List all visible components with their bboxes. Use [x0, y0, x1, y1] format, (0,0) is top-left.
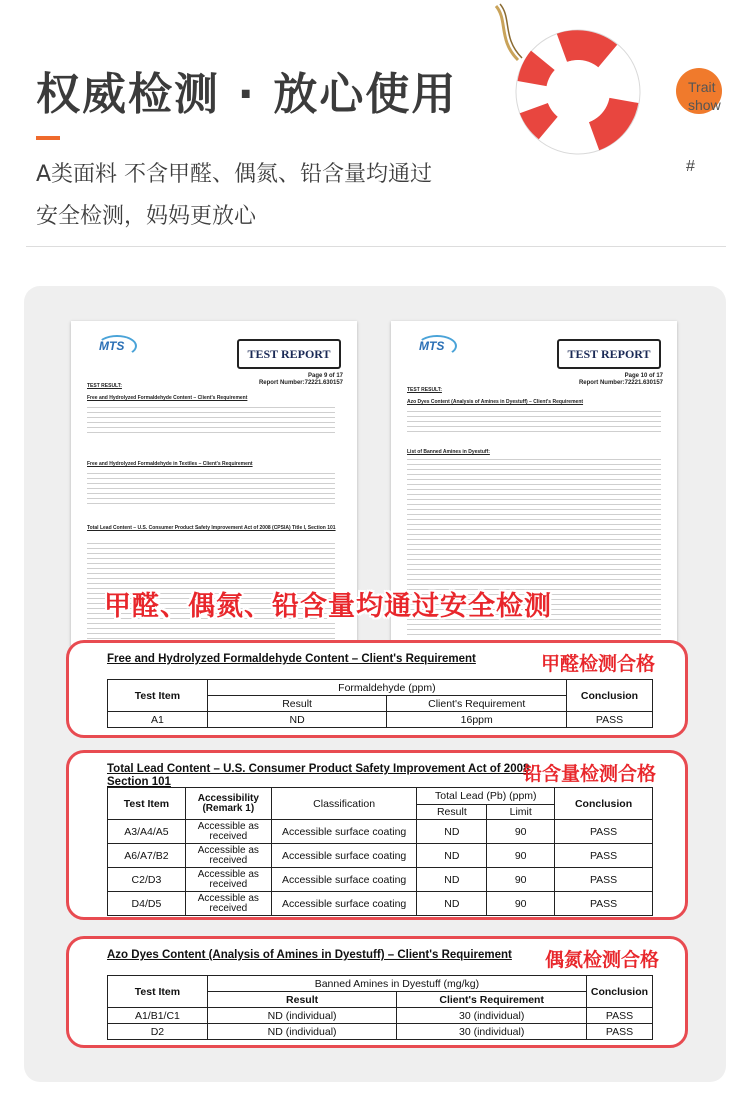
- result-heading: TEST RESULT:: [407, 387, 442, 393]
- lifebuoy-icon: [478, 0, 648, 170]
- report-title: TEST REPORT: [557, 339, 661, 369]
- report-title: TEST REPORT: [237, 339, 341, 369]
- page-title: 权威检测 · 放心使用: [36, 69, 458, 120]
- col-conclusion: Conclusion: [555, 788, 653, 820]
- col-conclusion: Conclusion: [567, 680, 653, 712]
- doc-section-title: Free and Hydrolyzed Formaldehyde in Textiles – Client's Requirement: [87, 461, 253, 467]
- table-row: A3/A4/A5 Accessible as received Accessible surface coating ND 90 PASS: [108, 820, 653, 844]
- table-row: D4/D5 Accessible as received Accessible surface coating ND 90 PASS: [108, 892, 653, 916]
- table-row: A6/A7/B2 Accessible as received Accessible surface coating ND 90 PASS: [108, 844, 653, 868]
- col-conclusion: Conclusion: [586, 976, 652, 1008]
- col-requirement: Client's Requirement: [397, 992, 587, 1008]
- col-result: Result: [207, 696, 387, 712]
- result-heading: TEST RESULT:: [87, 383, 122, 389]
- safety-banner: 甲醛、偶氮、铅含量均通过安全检测: [104, 591, 552, 622]
- table-row: C2/D3 Accessible as received Accessible surface coating ND 90 PASS: [108, 868, 653, 892]
- col-requirement: Client's Requirement: [387, 696, 567, 712]
- trait-label: Trait show: [688, 79, 721, 113]
- doc-section-title: Azo Dyes Content (Analysis of Amines in Dyestuff) – Client's Requirement: [407, 399, 584, 405]
- hash-mark: #: [686, 158, 695, 175]
- col-test-item: Test Item: [108, 680, 208, 712]
- lead-title: Total Lead Content – U.S. Consumer Product Safety Improvement Act of 2008 Section 101: [107, 763, 530, 788]
- mts-logo: MTS: [419, 339, 445, 353]
- col-classification: Classification: [271, 788, 417, 820]
- col-result: Result: [417, 805, 487, 820]
- formaldehyde-table: [107, 679, 653, 728]
- azo-badge: 偶氮检测合格: [545, 949, 660, 971]
- page-number: Page 9 of 17 Report Number:72221.630157: [258, 373, 343, 386]
- lead-card: [66, 750, 688, 920]
- doc-table-placeholder: [87, 407, 335, 437]
- formaldehyde-title: Free and Hydrolyzed Formaldehyde Content – Client's Requirement: [107, 653, 476, 665]
- lead-badge: 铅含量检测合格: [523, 763, 657, 785]
- table-row: D2 ND (individual) 30 (individual) PASS: [108, 1024, 653, 1040]
- doc-section-title: List of Banned Amines in Dyestuff:: [407, 449, 490, 455]
- page-number: Page 10 of 17 Report Number:72221.630157: [578, 373, 663, 386]
- col-accessibility: Accessibility (Remark 1): [185, 788, 271, 820]
- doc-section-title: Total Lead Content – U.S. Consumer Product Safety Improvement Act of 2008 (CPSIA) Title I, Section 101: [87, 525, 336, 531]
- col-group: Formaldehyde (ppm): [207, 680, 566, 696]
- formaldehyde-badge: 甲醛检测合格: [541, 653, 656, 675]
- doc-table-placeholder: [407, 411, 661, 436]
- header-divider: [26, 246, 726, 247]
- doc-section-title: Free and Hydrolyzed Formaldehyde Content – Client's Requirement: [87, 395, 248, 401]
- col-test-item: Test Item: [108, 976, 208, 1008]
- col-group: Total Lead (Pb) (ppm): [417, 788, 555, 805]
- col-result: Result: [207, 992, 397, 1008]
- accent-rule: [36, 136, 60, 140]
- lead-table: [107, 787, 653, 916]
- subtitle-line-1: A类面料 不含甲醛、偶氮、铅含量均通过: [36, 162, 433, 187]
- col-test-item: Test Item: [108, 788, 186, 820]
- formaldehyde-card: [66, 640, 688, 738]
- col-group: Banned Amines in Dyestuff (mg/kg): [207, 976, 586, 992]
- azo-table: [107, 975, 653, 1040]
- azo-card: [66, 936, 688, 1048]
- col-limit: Limit: [487, 805, 555, 820]
- mts-logo: MTS: [99, 339, 125, 353]
- table-row: A1/B1/C1 ND (individual) 30 (individual) PASS: [108, 1008, 653, 1024]
- subtitle-line-2: 安全检测，妈妈更放心: [36, 204, 257, 229]
- doc-table-placeholder: [87, 473, 335, 508]
- azo-title: Azo Dyes Content (Analysis of Amines in Dyestuff) – Client's Requirement: [107, 949, 512, 961]
- table-row: A1 ND 16ppm PASS: [108, 712, 653, 728]
- page-subtitle: [36, 154, 432, 238]
